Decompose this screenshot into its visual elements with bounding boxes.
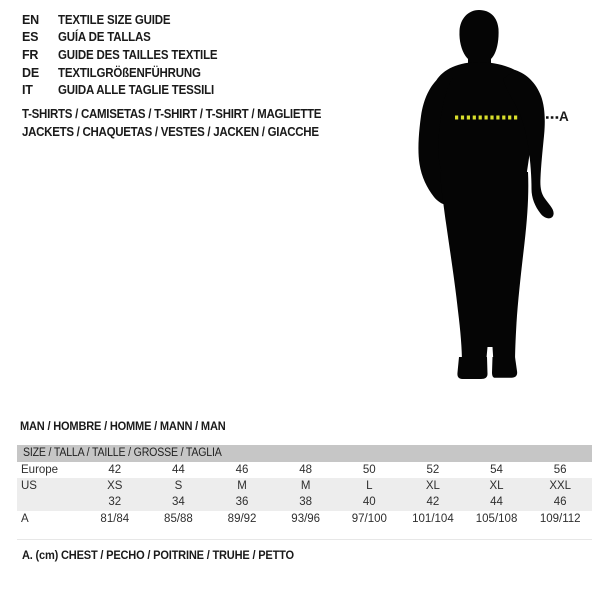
language-row bbox=[22, 29, 231, 47]
row-label bbox=[17, 494, 83, 510]
table-bottom-divider bbox=[17, 539, 592, 540]
table-cell: 93/96 bbox=[291, 512, 321, 525]
man-silhouette-figure bbox=[395, 0, 600, 400]
silhouette-left-foot bbox=[457, 357, 487, 379]
language-code: IT bbox=[22, 83, 33, 98]
language-label: GUIDE DES TAILLES TEXTILE bbox=[58, 47, 218, 62]
language-row bbox=[22, 81, 231, 99]
language-row bbox=[22, 46, 231, 64]
measure-label-a: A bbox=[559, 109, 569, 124]
size-table-header: SIZE / TALLA / TAILLE / GRÖSSE / TAGLIA bbox=[17, 445, 592, 462]
table-cell: 32 bbox=[108, 496, 122, 509]
table-cell: 97/100 bbox=[351, 512, 387, 525]
table-cell: 40 bbox=[362, 496, 376, 509]
table-row-us bbox=[17, 478, 592, 494]
table-cell: 50 bbox=[362, 464, 376, 476]
table-row-europe bbox=[17, 462, 592, 478]
table-cell: 46 bbox=[235, 464, 249, 476]
measure-footnote: A. (cm) CHEST / PECHO / POITRINE / TRUHE / PETTO bbox=[22, 548, 294, 562]
language-label: TEXTILE SIZE GUIDE bbox=[58, 12, 171, 27]
table-cell: 85/88 bbox=[164, 512, 193, 525]
table-cell: 36 bbox=[235, 496, 249, 509]
size-table bbox=[17, 445, 592, 527]
table-cell: 44 bbox=[490, 496, 503, 509]
table-cell: 54 bbox=[490, 464, 503, 476]
row-label: US bbox=[21, 480, 37, 493]
table-cell: 44 bbox=[172, 464, 185, 476]
table-row-chest-a bbox=[17, 511, 592, 527]
table-cell: 56 bbox=[553, 464, 567, 476]
table-cell: 89/92 bbox=[227, 512, 257, 525]
silhouette-legs bbox=[440, 172, 528, 363]
table-cell: 52 bbox=[426, 464, 440, 476]
table-cell: 46 bbox=[553, 496, 567, 509]
language-label: GUÍA DE TALLAS bbox=[58, 30, 151, 45]
table-row-numeric bbox=[17, 494, 592, 510]
language-label: GUIDA ALLE TAGLIE TESSILI bbox=[58, 83, 214, 98]
table-cell: S bbox=[174, 480, 183, 493]
table-cell: 48 bbox=[299, 464, 313, 476]
language-code: FR bbox=[22, 47, 39, 62]
table-cell: XXL bbox=[549, 480, 572, 493]
table-cell: XL bbox=[425, 480, 440, 493]
table-cell: 81/84 bbox=[100, 512, 130, 525]
row-label: Europe bbox=[21, 464, 59, 476]
silhouette-right-foot bbox=[492, 357, 517, 378]
garment-categories bbox=[22, 107, 347, 143]
man-silhouette-svg bbox=[395, 0, 600, 400]
table-cell: L bbox=[366, 480, 373, 493]
row-label: A bbox=[21, 512, 29, 525]
table-cell: XL bbox=[489, 480, 504, 493]
table-cell: 109/112 bbox=[539, 512, 581, 525]
section-title-man: MAN / HOMBRE / HOMME / MANN / MAN bbox=[20, 419, 226, 433]
language-row bbox=[22, 64, 231, 82]
language-code: DE bbox=[22, 65, 39, 80]
table-cell: 42 bbox=[108, 464, 122, 476]
language-code: EN bbox=[22, 12, 39, 27]
table-cell: 34 bbox=[172, 496, 185, 509]
table-cell: 105/108 bbox=[475, 512, 518, 525]
language-label: TEXTILGRÖßENFÜHRUNG bbox=[58, 65, 201, 80]
table-cell: M bbox=[300, 480, 311, 493]
category-line-jackets: JACKETS / CHAQUETAS / VESTES / JACKEN / GIACCHE bbox=[22, 125, 319, 139]
table-cell: 38 bbox=[299, 496, 313, 509]
table-cell: XS bbox=[107, 480, 123, 493]
table-cell: 42 bbox=[426, 496, 440, 509]
table-cell: M bbox=[237, 480, 247, 493]
language-code: ES bbox=[22, 30, 39, 45]
table-cell: 101/104 bbox=[412, 512, 454, 525]
language-row bbox=[22, 11, 231, 29]
category-line-tshirts: T-SHIRTS / CAMISETAS / T-SHIRT / T-SHIRT / MAGLIETTE bbox=[22, 107, 322, 121]
language-list bbox=[22, 11, 231, 99]
